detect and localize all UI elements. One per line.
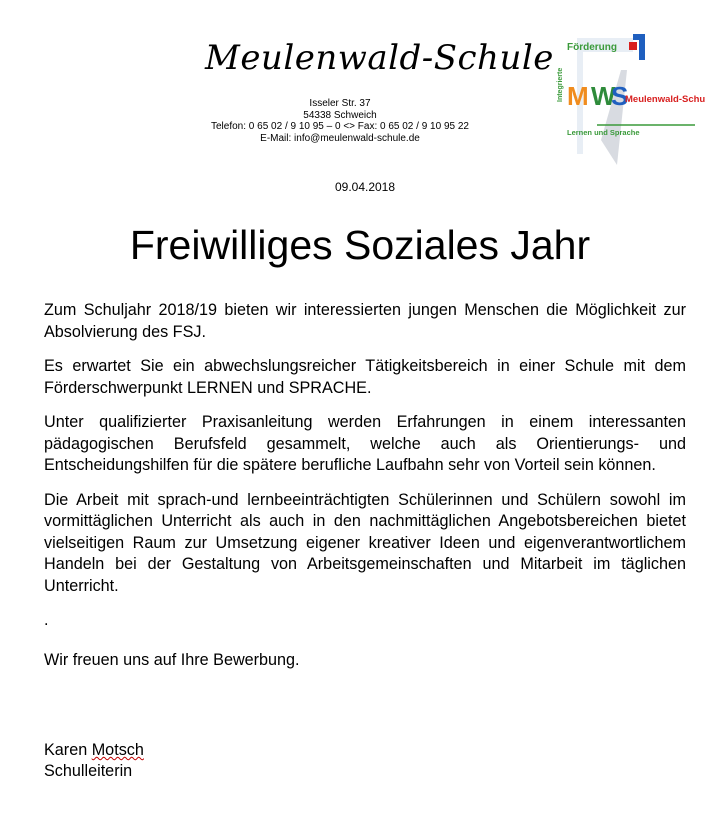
signature-block (44, 740, 144, 782)
school-address-block (150, 98, 530, 144)
paragraph-1: Zum Schuljahr 2018/19 bieten wir interessierten jungen Menschen die Möglichkeit zur Absolvierung des FSJ. (44, 301, 686, 341)
phone-fax-line: Telefon: 0 65 02 / 9 10 95 – 0 <> Fax: 0 65 02 / 9 10 95 22 (211, 121, 469, 132)
paragraph-3: Unter qualifizierter Praxisanleitung werden Erfahrungen in einem interessanten pädagogischen Berufsfeld gesammelt, welche auch als Orientierungs- und Entscheidungshilfen für die spätere berufliche Laufbahn sehr von Vorteil sein können. (44, 413, 686, 474)
logo-name-text: Meulenwald-Schule (625, 94, 705, 105)
closing-line: Wir freuen uns auf Ihre Bewerbung. (44, 650, 300, 669)
paragraph-4: Die Arbeit mit sprach-und lernbeeinträchtigten Schülerinnen und Schülern sowohl im vormittäglichen Unterricht als auch in den nachmittäglichen Angebotsbereichen bietet vielseitigen Raum zur Umsetzung eigener kreativer Ideen und eigenverantwortlichem Handeln bei der Gestaltung von Arbeitsgemeinschaften und Mitarbeit im täglichen Unterricht. (44, 490, 686, 595)
logo-corner-red (629, 42, 637, 50)
signature-first-name: Karen (44, 741, 88, 759)
email-line: E-Mail: info@meulenwald-schule.de (260, 132, 420, 144)
signature-role: Schulleiterin (44, 762, 133, 780)
logo-bottom-text: Lernen und Sprache (567, 128, 640, 137)
document-body (44, 300, 686, 684)
logo-letter-s: S (611, 81, 629, 111)
paragraph-2: Es erwartet Sie ein abwechslungsreicher Tätigkeitsbereich in einer Schule mit dem Förderschwerpunkt LERNEN und SPRACHE. (44, 357, 686, 397)
logo-foerderung-text: Förderung (567, 42, 617, 53)
address-city: 54338 Schweich (303, 109, 377, 121)
signature-last-name: Motsch (91, 741, 144, 759)
address-street: Isseler Str. 37 (309, 98, 371, 109)
document-title: Freiwilliges Soziales Jahr (129, 222, 591, 268)
signature-name (44, 740, 144, 761)
school-name-heading: Meulenwald-Schule (205, 38, 554, 78)
mws-logo-graphic (555, 30, 705, 170)
logo-integrierte-text: Integrierte (557, 67, 564, 102)
logo-letter-m: M (567, 81, 589, 111)
logo-letter-w: W (591, 81, 616, 111)
school-logo (555, 30, 705, 170)
separator-dot: . (44, 611, 49, 629)
document-date: 09.04.2018 (334, 180, 396, 194)
